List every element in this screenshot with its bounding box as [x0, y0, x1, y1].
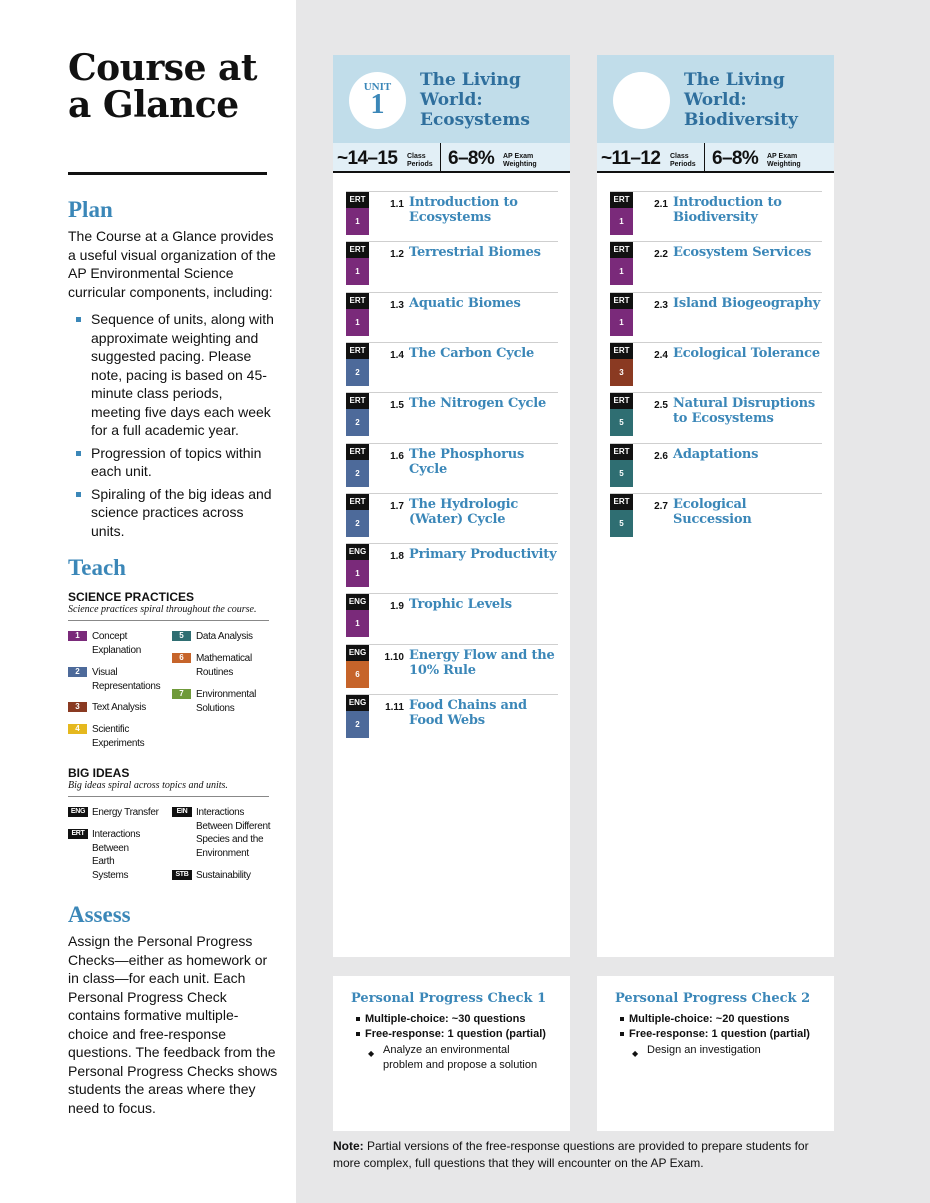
divider	[68, 796, 269, 797]
class-periods-value: ~14–15	[337, 148, 398, 169]
title-divider	[68, 172, 267, 175]
bullet-square-icon	[356, 1032, 360, 1036]
legend-practice-7	[172, 688, 272, 715]
practice-label: Concept Explanation	[92, 631, 141, 656]
ppc-list	[620, 1012, 830, 1041]
big-idea-tag: ERT	[346, 242, 369, 258]
legend-big-idea-ert	[68, 828, 172, 882]
class-periods-label	[670, 153, 696, 168]
topic-tag	[346, 494, 369, 537]
bullet-square-icon	[620, 1017, 624, 1021]
topic-row	[610, 191, 822, 241]
topic-tag	[610, 343, 633, 386]
big-idea-label: Interactions Between Different Species and the Environment	[196, 807, 271, 859]
big-idea-tag: ERT	[346, 343, 369, 359]
topic-row	[346, 543, 558, 593]
exam-weighting-value: 6–8%	[448, 148, 495, 169]
topic-name[interactable]: Ecosystem Services	[673, 245, 812, 261]
big-idea-tag: ERT	[346, 192, 369, 208]
unit-title-line: World:	[684, 90, 747, 110]
plan-bullet	[76, 310, 276, 440]
plan-bullet-text: Progression of topics within each unit.	[91, 444, 262, 479]
topic-row	[346, 493, 558, 543]
practice-tag: 5	[610, 460, 633, 487]
ppc-item	[620, 1012, 830, 1027]
practice-tag: 2	[346, 409, 369, 436]
topic-tag	[346, 393, 369, 436]
topic-number: 2.6	[654, 450, 668, 462]
footnote	[333, 1138, 839, 1172]
practice-label: Data Analysis	[196, 631, 253, 642]
plan-bullet-text: Sequence of units, along with approximate weighting and suggested pacing. Please note, pacing is based on 45-minute class periods, meeting five days each week for a full academic year.	[91, 311, 274, 438]
unit-title	[420, 70, 530, 130]
practice-tag: 1	[610, 309, 633, 336]
left-panel	[0, 0, 296, 1203]
topic-name[interactable]: The Carbon Cycle	[409, 345, 535, 361]
ppc-title: Personal Progress Check 2	[615, 991, 811, 1006]
practice-swatch: 5	[172, 631, 191, 641]
assess-heading: Assess	[68, 902, 131, 927]
big-idea-tag: ERT	[610, 242, 633, 258]
topic-tag	[346, 242, 369, 285]
unit-title-line: Ecosystems	[420, 110, 530, 130]
science-practices-subtitle: Science practices spiral throughout the course.	[68, 604, 257, 615]
big-idea-tag: ERT	[346, 393, 369, 409]
topic-tag	[610, 242, 633, 285]
legend-practice-2	[68, 666, 168, 693]
topic-number: 2.5	[654, 400, 668, 412]
practice-label: Scientific Experiments	[92, 724, 145, 749]
legend-practice-3	[68, 701, 168, 715]
unit-badge	[349, 72, 406, 129]
topic-tag	[346, 544, 369, 587]
big-idea-tag: ERT	[610, 393, 633, 409]
plan-bullet	[76, 485, 276, 541]
topic-row	[346, 241, 558, 291]
unit-label: UNIT	[363, 81, 392, 93]
page-title-line-1: Course at	[68, 47, 257, 89]
topic-number: 1.1	[390, 199, 404, 210]
ppc-item	[356, 1012, 566, 1027]
unit-1-column	[333, 55, 570, 957]
ppc-item-text: Free-response: 1 question (partial)	[365, 1027, 546, 1040]
class-periods-label	[407, 153, 433, 168]
big-idea-tag: ERT	[610, 343, 633, 359]
topic-tag	[610, 192, 633, 235]
big-idea-tag: STB	[172, 870, 192, 880]
topic-tag	[346, 444, 369, 487]
practice-label: Environmental Solutions	[196, 689, 257, 714]
class-periods-value: ~11–12	[601, 148, 661, 169]
topic-row	[610, 342, 822, 392]
topic-number: 1.2	[390, 249, 404, 261]
topic-number: 2.1	[654, 199, 668, 210]
topic-name[interactable]: Natural Disruptions to Ecosystems	[673, 396, 816, 427]
ppc-item	[620, 1027, 830, 1042]
legend-big-idea-eng	[68, 806, 172, 820]
topic-row	[346, 342, 558, 392]
big-idea-tag: ENG	[68, 807, 88, 817]
teach-heading: Teach	[68, 555, 126, 580]
bullet-square-icon	[76, 451, 81, 456]
practice-tag: 2	[346, 711, 369, 738]
ppc-item	[356, 1027, 566, 1042]
diamond-bullet-icon: ◆	[368, 1049, 375, 1058]
topic-number: 1.11	[385, 702, 404, 713]
topic-number: 1.6	[390, 450, 404, 462]
big-idea-tag: ENG	[346, 695, 369, 711]
practice-label: Visual Representations	[92, 667, 161, 692]
unit-title-line: The Living	[420, 70, 521, 90]
topic-name[interactable]: The Nitrogen Cycle	[409, 396, 547, 412]
ppc-item-text: Free-response: 1 question (partial)	[629, 1027, 810, 1040]
topic-tag	[610, 393, 633, 436]
legend-practice-4	[68, 723, 168, 750]
topic-tag	[346, 293, 369, 336]
big-idea-tag: ENG	[346, 594, 369, 610]
topic-name[interactable]: Ecological Succession	[673, 496, 752, 527]
topic-row	[610, 443, 822, 493]
ppc-title: Personal Progress Check 1	[351, 991, 547, 1006]
personal-progress-check-2	[597, 976, 834, 1131]
topic-name[interactable]: Ecological Tolerance	[673, 345, 820, 361]
legend-big-idea-stb	[172, 869, 272, 883]
personal-progress-check-1	[333, 976, 570, 1131]
practice-swatch: 2	[68, 667, 87, 677]
class-periods-label-line: Class	[407, 153, 426, 160]
practice-tag: 1	[346, 610, 369, 637]
big-idea-label: Sustainability	[196, 870, 251, 881]
topic-name[interactable]: Terrestrial Biomes	[409, 245, 541, 261]
legend-practice-1	[68, 630, 168, 657]
topic-number: 2.4	[654, 349, 668, 361]
topic-row	[346, 644, 558, 694]
topic-name[interactable]: Introduction to Biodiversity	[673, 195, 782, 225]
practice-tag: 1	[610, 208, 633, 235]
bullet-square-icon	[356, 1017, 360, 1021]
topic-number: 2.7	[654, 500, 668, 512]
plan-bullet-text: Spiraling of the big ideas and science practices across units.	[91, 485, 272, 539]
ppc-list	[356, 1012, 566, 1041]
topic-number: 1.4	[390, 349, 404, 361]
topic-tag	[346, 192, 369, 235]
unit-header	[597, 55, 834, 143]
legend-practice-6	[172, 652, 272, 679]
big-idea-tag: ERT	[346, 494, 369, 510]
legend-practice-5	[172, 630, 272, 644]
practice-tag: 2	[346, 359, 369, 386]
practice-tag: 1	[346, 208, 369, 235]
topic-tag	[610, 293, 633, 336]
class-periods-label-line: Periods	[670, 160, 696, 168]
practice-tag: 1	[346, 560, 369, 587]
ppc-subitem-text: Analyze an environmental problem and propose a solution	[383, 1044, 538, 1071]
science-practices-heading: SCIENCE PRACTICES	[68, 590, 195, 604]
topic-number: 2.3	[654, 299, 668, 311]
topic-number: 1.3	[390, 299, 404, 311]
topic-number: 1.7	[390, 500, 404, 512]
big-idea-tag: ERT	[610, 293, 633, 309]
plan-bullet	[76, 444, 276, 481]
topic-name[interactable]: Trophic Levels	[409, 597, 512, 613]
big-idea-tag: ENG	[346, 544, 369, 560]
unit-title-line: World:	[420, 90, 483, 110]
topic-number: 1.9	[390, 601, 404, 613]
practice-tag: 2	[346, 460, 369, 487]
stats-divider	[704, 143, 705, 173]
practice-tag: 1	[346, 258, 369, 285]
plan-heading: Plan	[68, 197, 113, 222]
topic-name[interactable]: Aquatic Biomes	[409, 295, 521, 311]
topic-name[interactable]: Island Biogeography	[673, 295, 821, 311]
big-idea-tag: EIN	[172, 807, 192, 817]
practice-tag: 3	[610, 359, 633, 386]
bullet-square-icon	[620, 1032, 624, 1036]
ppc-item-text: Multiple-choice: ~20 questions	[629, 1013, 790, 1025]
class-periods-label-line: Class	[670, 153, 689, 160]
topic-row	[346, 292, 558, 342]
assess-text: Assign the Personal Progress Checks—either as homework or in class—for each unit. Each Personal Progress Check contains formative multiple-choice and free-response questions. The feedback from the Personal Progress Checks shows students the areas where they need to focus.	[68, 933, 278, 1116]
topic-name[interactable]: The Phosphorus Cycle	[409, 446, 525, 477]
exam-weighting-label-line: Weighting	[767, 160, 801, 168]
big-idea-tag: ERT	[346, 293, 369, 309]
practice-swatch: 1	[68, 631, 87, 641]
topic-row	[610, 241, 822, 291]
unit-badge	[613, 72, 670, 129]
big-idea-label: Interactions Between Earth Systems	[92, 829, 141, 881]
practice-label: Mathematical Routines	[196, 653, 252, 678]
exam-weighting-label-line: AP Exam	[767, 153, 798, 160]
big-idea-tag: ERT	[610, 444, 633, 460]
big-idea-tag: ERT	[346, 444, 369, 460]
topic-number: 2.2	[654, 249, 668, 261]
topic-tag	[610, 444, 633, 487]
topic-number: 1.5	[390, 400, 404, 412]
topic-number: 1.8	[390, 551, 404, 563]
ppc-subitem-text: Design an investigation	[647, 1044, 761, 1056]
big-ideas-heading: BIG IDEAS	[68, 766, 130, 780]
practice-swatch: 7	[172, 689, 191, 699]
bullet-square-icon	[76, 317, 81, 322]
unit-stats	[333, 143, 570, 173]
practice-tag: 1	[610, 258, 633, 285]
topic-tag	[346, 594, 369, 637]
ppc-subitem	[368, 1043, 543, 1073]
bullet-square-icon	[76, 492, 81, 497]
ppc-subitem	[632, 1043, 817, 1058]
topic-tag	[346, 695, 369, 738]
topic-name[interactable]: Adaptations	[673, 446, 759, 462]
unit-stats	[597, 143, 834, 173]
page-title	[68, 47, 278, 126]
footnote-text: Partial versions of the free-response questions are provided to prepare students for more complex, full questions that they will encounter on the AP Exam.	[333, 1139, 809, 1170]
stats-divider	[440, 143, 441, 173]
exam-weighting-value: 6–8%	[712, 148, 759, 169]
practice-swatch: 6	[172, 653, 191, 663]
topic-name[interactable]: Food Chains and Food Webs	[409, 698, 527, 728]
big-idea-tag: ERT	[610, 192, 633, 208]
unit-title-line: The Living	[684, 70, 785, 90]
topic-row	[346, 694, 558, 744]
unit-header	[333, 55, 570, 143]
big-idea-tag: ERT	[68, 829, 88, 839]
class-periods-label-line: Periods	[407, 160, 433, 168]
big-idea-tag: ERT	[610, 494, 633, 510]
topic-row	[346, 191, 558, 241]
big-idea-tag: ENG	[346, 645, 369, 661]
unit-title-line: Biodiversity	[684, 110, 798, 130]
legend-big-idea-ein	[172, 806, 272, 860]
divider	[68, 620, 269, 621]
topic-name[interactable]: Introduction to Ecosystems	[409, 195, 518, 225]
topic-tag	[346, 343, 369, 386]
topic-row	[610, 292, 822, 342]
practice-tag: 1	[346, 309, 369, 336]
footnote-label: Note:	[333, 1139, 364, 1153]
topic-name[interactable]: The Hydrologic (Water) Cycle	[409, 496, 519, 527]
practice-tag: 5	[610, 409, 633, 436]
topic-row	[610, 493, 822, 543]
topic-number: 1.10	[384, 651, 404, 663]
big-idea-label: Energy Transfer	[92, 807, 159, 818]
topic-name[interactable]: Primary Productivity	[409, 547, 557, 563]
practice-label: Text Analysis	[92, 702, 146, 713]
practice-swatch: 4	[68, 724, 87, 734]
topic-tag	[346, 645, 369, 688]
topic-row	[346, 392, 558, 442]
topic-row	[346, 443, 558, 493]
big-ideas-subtitle: Big ideas spiral across topics and units.	[68, 780, 228, 791]
exam-weighting-label-line: Weighting	[503, 160, 537, 168]
ppc-item-text: Multiple-choice: ~30 questions	[365, 1013, 526, 1025]
unit-title	[684, 70, 798, 130]
unit-number: 1	[370, 89, 385, 120]
diamond-bullet-icon: ◆	[632, 1049, 639, 1058]
page-title-line-2: a Glance	[68, 84, 239, 126]
topic-tag	[610, 494, 633, 537]
exam-weighting-label-line: AP Exam	[503, 153, 534, 160]
practice-tag: 5	[610, 510, 633, 537]
plan-bullets	[76, 310, 276, 544]
topic-row	[346, 593, 558, 643]
exam-weighting-label	[767, 153, 801, 168]
exam-weighting-label	[503, 153, 537, 168]
topic-name[interactable]: Energy Flow and the 10% Rule	[409, 647, 555, 678]
plan-text: The Course at a Glance provides a useful visual organization of the AP Environmental Science curricular components, including:	[68, 228, 276, 300]
practice-tag: 2	[346, 510, 369, 537]
unit-2-column	[597, 55, 834, 957]
topic-row	[610, 392, 822, 442]
practice-swatch: 3	[68, 702, 87, 712]
practice-tag: 6	[346, 661, 369, 688]
